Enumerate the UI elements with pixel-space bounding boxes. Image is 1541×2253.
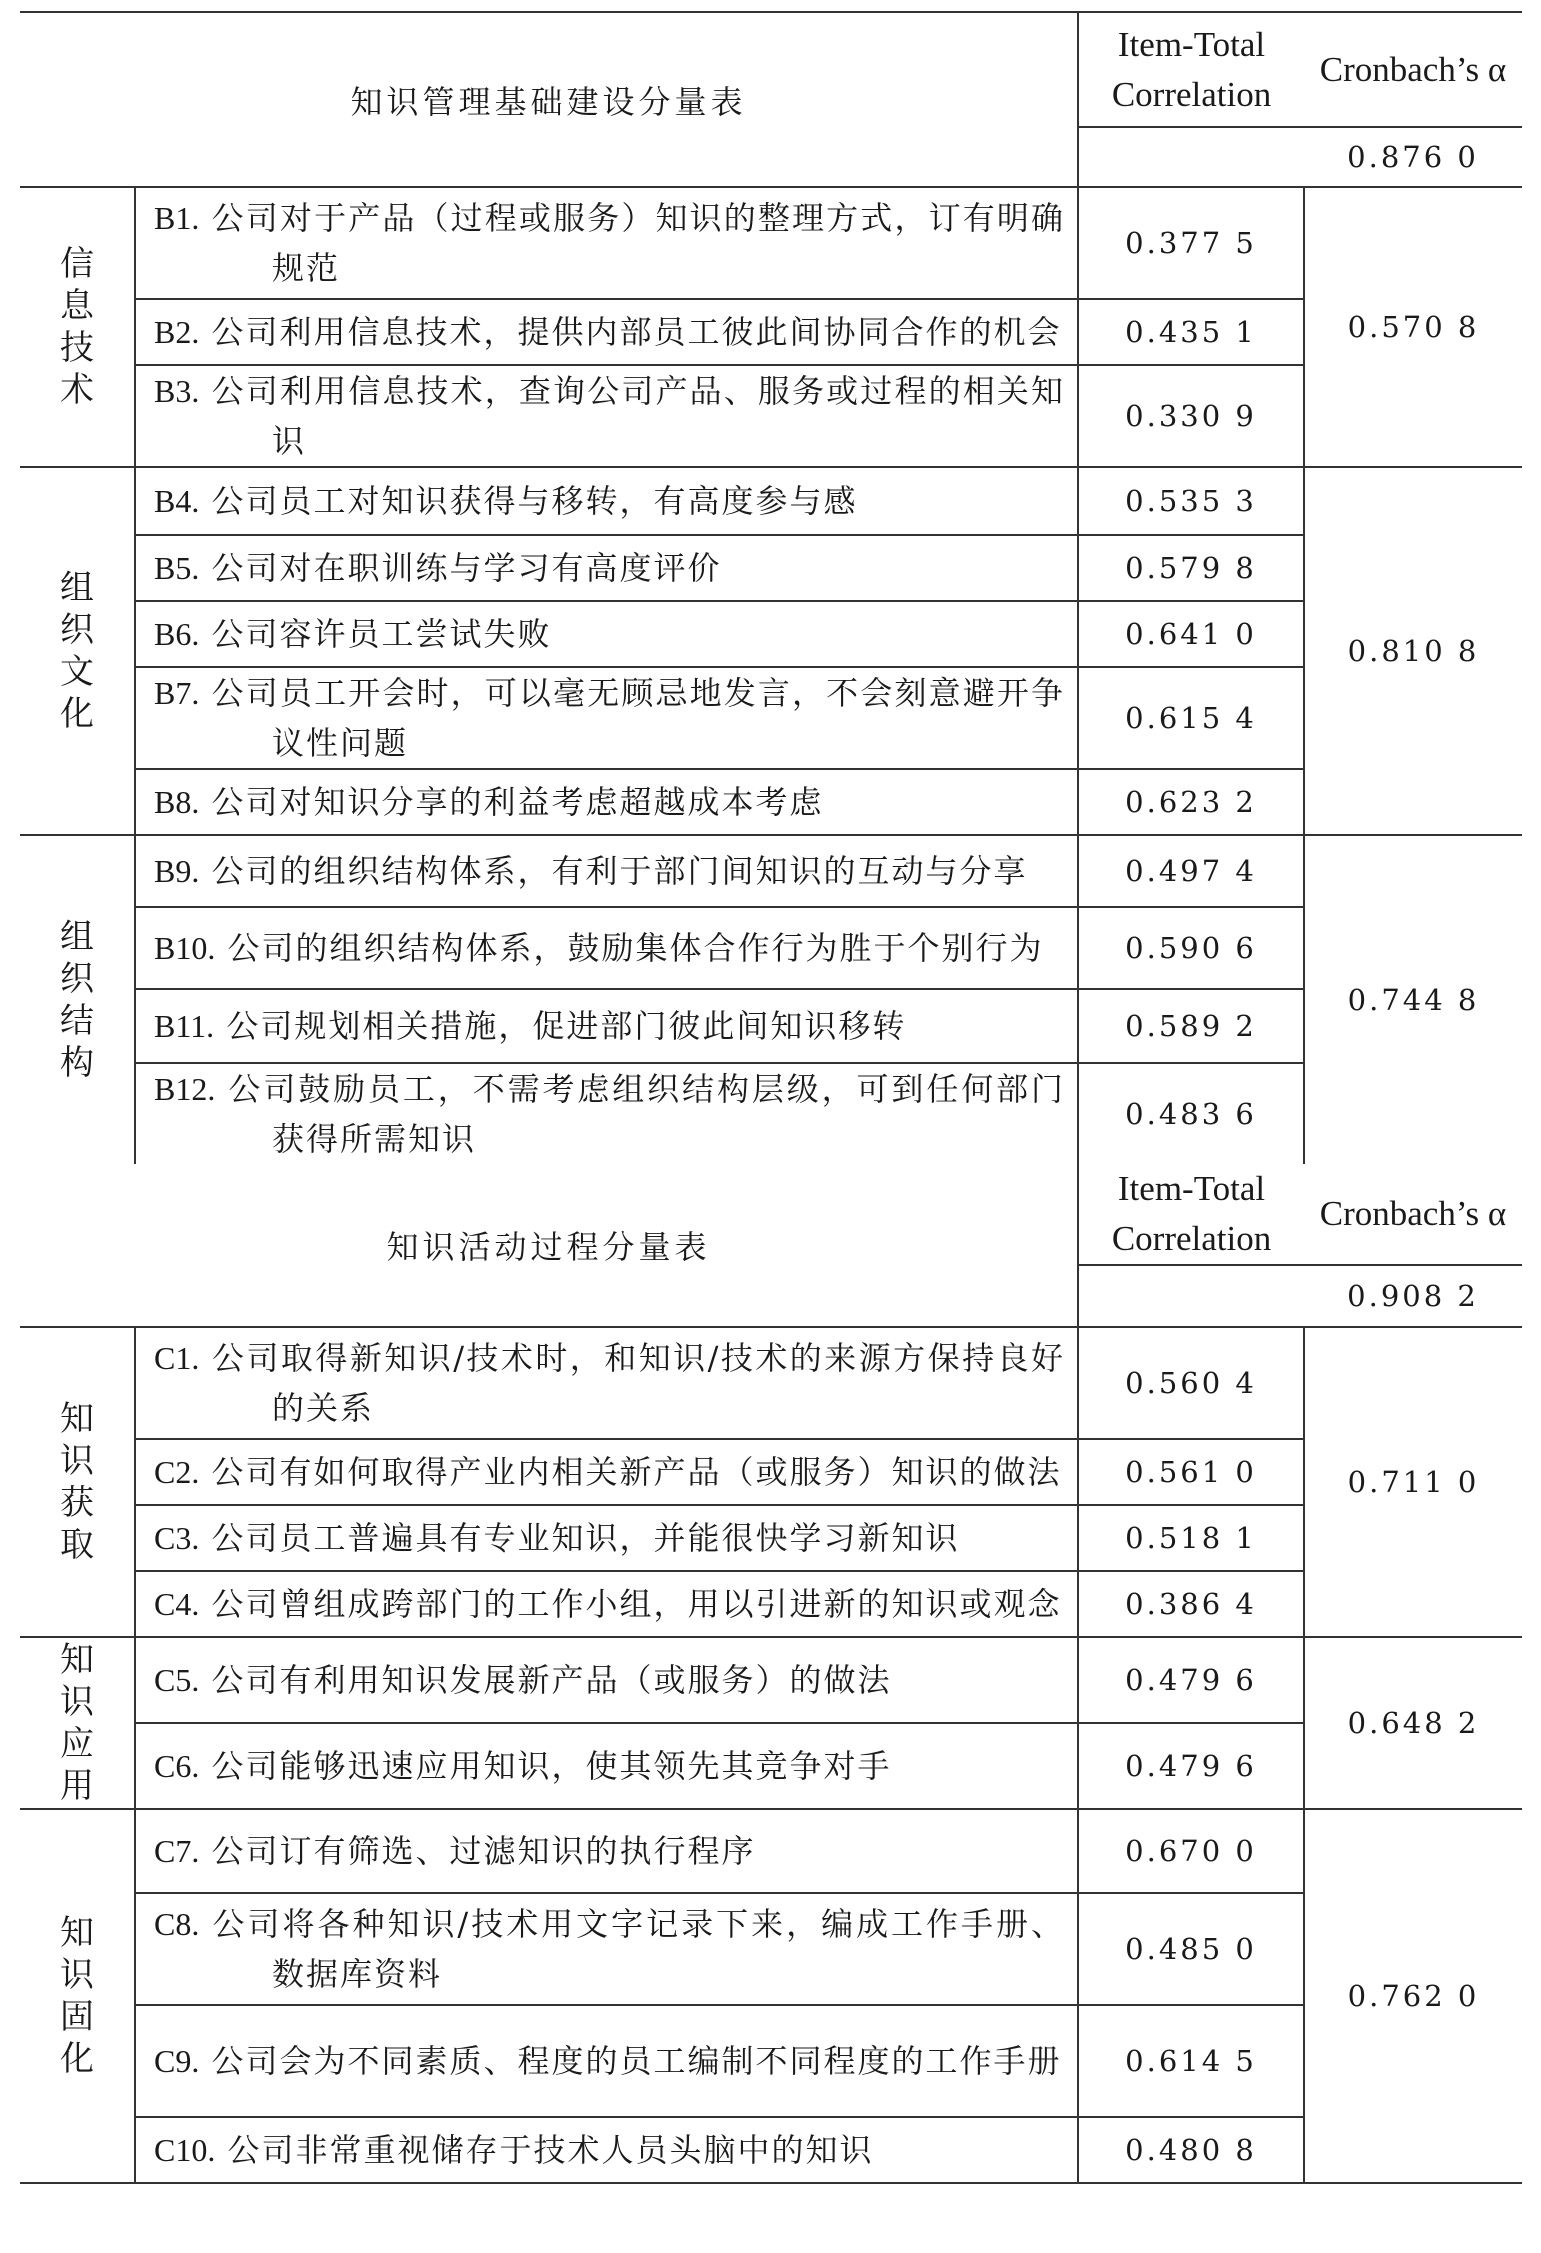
item-statement: 公司对于产品（过程或服务）知识的整理方式，订有明确规范 <box>211 199 1066 287</box>
table-row <box>20 907 1522 989</box>
item-text <box>135 907 1078 989</box>
item-text <box>135 1327 1078 1439</box>
item-text <box>135 601 1078 667</box>
header-line: Item-Total <box>1117 24 1266 64</box>
item-statement: 公司有利用知识发展新产品（或服务）的做法 <box>211 1661 892 1699</box>
item-code-gap <box>199 783 211 821</box>
table-row <box>20 1809 1522 1893</box>
item-text <box>135 365 1078 467</box>
group-label-char: 知 <box>60 1913 94 1953</box>
group-cronbach-alpha: 0.810 8 <box>1304 467 1522 835</box>
item-statement: 公司取得新知识/技术时，和知识/技术的来源方保持良好的关系 <box>211 1339 1066 1427</box>
group-label <box>20 467 135 835</box>
group-label-char: 固 <box>60 1997 94 2037</box>
item-code-gap <box>199 674 211 712</box>
group-label <box>20 1809 135 2183</box>
group-label-char: 取 <box>60 1525 94 1565</box>
table-row <box>20 835 1522 907</box>
item-text <box>135 1063 1078 1164</box>
item-statement: 公司利用信息技术，查询公司产品、服务或过程的相关知识 <box>211 372 1066 460</box>
item-statement: 公司员工普遍具有专业知识，并能很快学习新知识 <box>211 1519 960 1557</box>
item-text <box>135 535 1078 601</box>
group-label <box>20 835 135 1164</box>
item-total-correlation: 0.623 2 <box>1078 769 1304 835</box>
item-total-correlation: 0.480 8 <box>1078 2117 1304 2183</box>
item-total-correlation: 0.560 4 <box>1078 1327 1304 1439</box>
group-label <box>20 1637 135 1809</box>
item-code: B4. <box>154 483 200 519</box>
group-label-char: 识 <box>60 1955 94 1995</box>
item-statement: 公司规划相关措施，促进部门彼此间知识移转 <box>226 1007 907 1045</box>
item-total-correlation: 0.386 4 <box>1078 1571 1304 1637</box>
item-code-gap <box>214 1007 226 1045</box>
table-row <box>20 299 1522 365</box>
group-label-char: 信 <box>60 244 94 284</box>
section-header-row <box>20 1164 1522 1265</box>
group-label-char: 息 <box>60 286 94 326</box>
item-statement: 公司鼓励员工，不需考虑组织结构层级，可到任何部门获得所需知识 <box>228 1070 1066 1158</box>
item-statement: 公司容许员工尝试失败 <box>211 615 552 653</box>
item-code: B11. <box>154 1008 215 1044</box>
item-code-gap <box>215 929 227 967</box>
item-code: C1. <box>154 1340 200 1376</box>
item-total-correlation: 0.435 1 <box>1078 299 1304 365</box>
section-title: 知识管理基础建设分量表 <box>20 12 1078 187</box>
item-total-correlation: 0.535 3 <box>1078 467 1304 535</box>
item-statement: 公司的组织结构体系，鼓励集体合作行为胜于个别行为 <box>227 929 1044 967</box>
table-row <box>20 2117 1522 2183</box>
group-label-char: 构 <box>60 1043 94 1083</box>
item-statement: 公司能够迅速应用知识，使其领先其竞争对手 <box>211 1747 892 1785</box>
group-label-char: 化 <box>60 694 94 734</box>
group-label-char: 识 <box>60 1682 94 1722</box>
item-total-correlation: 0.590 6 <box>1078 907 1304 989</box>
item-total-correlation: 0.479 6 <box>1078 1723 1304 1809</box>
table-row <box>20 535 1522 601</box>
item-code-gap <box>199 199 211 237</box>
group-label <box>20 1327 135 1637</box>
item-total-correlation: 0.330 9 <box>1078 365 1304 467</box>
item-total-correlation: 0.483 6 <box>1078 1063 1304 1164</box>
item-text <box>135 2005 1078 2117</box>
item-text <box>135 989 1078 1063</box>
item-text <box>135 1571 1078 1637</box>
item-total-correlation: 0.579 8 <box>1078 535 1304 601</box>
item-code-gap <box>199 549 211 587</box>
item-code-gap <box>199 1585 211 1623</box>
item-total-correlation: 0.670 0 <box>1078 1809 1304 1893</box>
group-label-char: 化 <box>60 2039 94 2079</box>
table-row <box>20 1571 1522 1637</box>
blank-cell <box>1078 1265 1304 1327</box>
table-row <box>20 769 1522 835</box>
item-text <box>135 1505 1078 1571</box>
item-code: B10. <box>154 930 216 966</box>
item-code-gap <box>199 372 211 410</box>
table-row <box>20 1327 1522 1439</box>
reliability-table <box>20 11 1522 2184</box>
item-code: C3. <box>154 1520 200 1556</box>
item-statement: 公司曾组成跨部门的工作小组，用以引进新的知识或观念 <box>211 1585 1062 1623</box>
group-cronbach-alpha: 0.648 2 <box>1304 1637 1522 1809</box>
item-code-gap <box>199 1747 211 1785</box>
item-text <box>135 299 1078 365</box>
item-text <box>135 1439 1078 1505</box>
item-code: C5. <box>154 1662 200 1698</box>
item-code: B9. <box>154 853 200 889</box>
item-code-gap <box>199 2042 211 2080</box>
item-code: C4. <box>154 1586 200 1622</box>
item-code-gap <box>199 1905 212 1943</box>
item-text <box>135 769 1078 835</box>
item-code: B2. <box>154 314 200 350</box>
item-code: B1. <box>154 200 200 236</box>
table-row <box>20 1063 1522 1164</box>
item-statement: 公司对在职训练与学习有高度评价 <box>211 549 722 587</box>
item-total-correlation: 0.485 0 <box>1078 1893 1304 2005</box>
item-total-correlation: 0.614 5 <box>1078 2005 1304 2117</box>
group-label-char: 应 <box>60 1724 94 1764</box>
item-statement: 公司将各种知识/技术用文字记录下来，编成工作手册、数据库资料 <box>212 1905 1066 1993</box>
item-text <box>135 1809 1078 1893</box>
table-row <box>20 1637 1522 1723</box>
item-code: C6. <box>154 1748 200 1784</box>
header-line: Correlation <box>1111 74 1272 114</box>
item-code: B6. <box>154 616 200 652</box>
section-title: 知识活动过程分量表 <box>386 1228 711 1266</box>
item-total-correlation: 0.615 4 <box>1078 667 1304 769</box>
item-code-gap <box>199 1832 211 1870</box>
table-row <box>20 601 1522 667</box>
item-code: C2. <box>154 1454 200 1490</box>
item-total-correlation: 0.589 2 <box>1078 989 1304 1063</box>
item-text <box>135 1723 1078 1809</box>
item-total-correlation: 0.377 5 <box>1078 187 1304 299</box>
item-total-correlation: 0.561 0 <box>1078 1439 1304 1505</box>
group-label <box>20 187 135 467</box>
group-label-char: 织 <box>60 610 94 650</box>
item-text <box>135 467 1078 535</box>
item-code-gap <box>199 1339 212 1377</box>
table-row <box>20 1505 1522 1571</box>
item-statement: 公司非常重视储存于技术人员头脑中的知识 <box>227 2131 874 2169</box>
item-code: B8. <box>154 784 200 820</box>
item-code-gap <box>199 615 211 653</box>
reliability-table-body <box>20 12 1522 2183</box>
group-cronbach-alpha: 0.762 0 <box>1304 1809 1522 2183</box>
group-label-char: 获 <box>60 1483 94 1523</box>
table-row <box>20 2005 1522 2117</box>
item-text <box>135 1893 1078 2005</box>
item-code-gap <box>199 852 211 890</box>
item-code: C7. <box>154 1833 200 1869</box>
table-row <box>20 989 1522 1063</box>
item-text <box>135 2117 1078 2183</box>
blank-cell <box>1078 127 1304 187</box>
group-label-char: 识 <box>60 1441 94 1481</box>
item-statement: 公司员工对知识获得与移转，有高度参与感 <box>211 482 858 520</box>
item-code: B5. <box>154 550 200 586</box>
table-row <box>20 187 1522 299</box>
section-overall-alpha: 0.908 2 <box>1304 1265 1522 1327</box>
item-code: C9. <box>154 2043 200 2079</box>
group-label-char: 文 <box>60 652 94 692</box>
item-total-correlation: 0.518 1 <box>1078 1505 1304 1571</box>
cronbach-alpha-header: Cronbach’s α <box>1319 1194 1507 1233</box>
group-label-char: 组 <box>60 568 94 608</box>
cronbach-alpha-header: Cronbach’s α <box>1304 12 1522 127</box>
item-code-gap <box>215 2131 227 2169</box>
item-code-gap <box>199 482 211 520</box>
group-label-char: 技 <box>60 328 94 368</box>
item-code-gap <box>199 313 211 351</box>
item-code-gap <box>199 1453 211 1491</box>
item-text <box>135 1637 1078 1723</box>
item-code-gap <box>215 1070 228 1108</box>
table-row <box>20 667 1522 769</box>
group-cronbach-alpha: 0.570 8 <box>1304 187 1522 467</box>
table-row <box>20 1439 1522 1505</box>
item-statement: 公司利用信息技术，提供内部员工彼此间协同合作的机会 <box>211 313 1062 351</box>
item-code-gap <box>199 1519 211 1557</box>
item-statement: 公司员工开会时，可以毫无顾忌地发言，不会刻意避开争议性问题 <box>211 674 1066 762</box>
group-label-char: 知 <box>60 1399 94 1439</box>
item-total-correlation-header <box>1078 12 1304 127</box>
table-row <box>20 1723 1522 1809</box>
item-code: B3. <box>154 373 200 409</box>
group-cronbach-alpha: 0.744 8 <box>1304 835 1522 1164</box>
item-text <box>135 667 1078 769</box>
section-header-row <box>20 12 1522 127</box>
item-statement: 公司对知识分享的利益考虑超越成本考虑 <box>211 783 824 821</box>
table-row <box>20 1893 1522 2005</box>
group-label-char: 用 <box>60 1766 94 1806</box>
item-statement: 公司订有筛选、过滤知识的执行程序 <box>211 1832 756 1870</box>
item-code: B12. <box>154 1071 216 1107</box>
item-code: C10. <box>154 2132 216 2168</box>
item-text <box>135 187 1078 299</box>
item-text <box>135 835 1078 907</box>
group-label-char: 术 <box>60 370 94 410</box>
header-line: Correlation <box>1111 1219 1272 1258</box>
section-overall-alpha: 0.876 0 <box>1304 127 1522 187</box>
group-label-char: 织 <box>60 959 94 999</box>
item-statement: 公司的组织结构体系，有利于部门间知识的互动与分享 <box>211 852 1028 890</box>
table-row <box>20 365 1522 467</box>
group-cronbach-alpha: 0.711 0 <box>1304 1327 1522 1637</box>
item-code-gap <box>199 1661 211 1699</box>
item-code: C8. <box>154 1906 200 1942</box>
header-line: Item-Total <box>1117 1169 1266 1208</box>
group-label-char: 结 <box>60 1001 94 1041</box>
item-total-correlation: 0.641 0 <box>1078 601 1304 667</box>
item-total-correlation-header <box>1078 1164 1304 1265</box>
table-row <box>20 467 1522 535</box>
item-total-correlation: 0.497 4 <box>1078 835 1304 907</box>
group-label-char: 组 <box>60 917 94 957</box>
item-total-correlation: 0.479 6 <box>1078 1637 1304 1723</box>
item-code: B7. <box>154 675 200 711</box>
item-statement: 公司会为不同素质、程度的员工编制不同程度的工作手册 <box>211 2042 1062 2080</box>
item-statement: 公司有如何取得产业内相关新产品（或服务）知识的做法 <box>211 1453 1062 1491</box>
group-label-char: 知 <box>60 1640 94 1680</box>
